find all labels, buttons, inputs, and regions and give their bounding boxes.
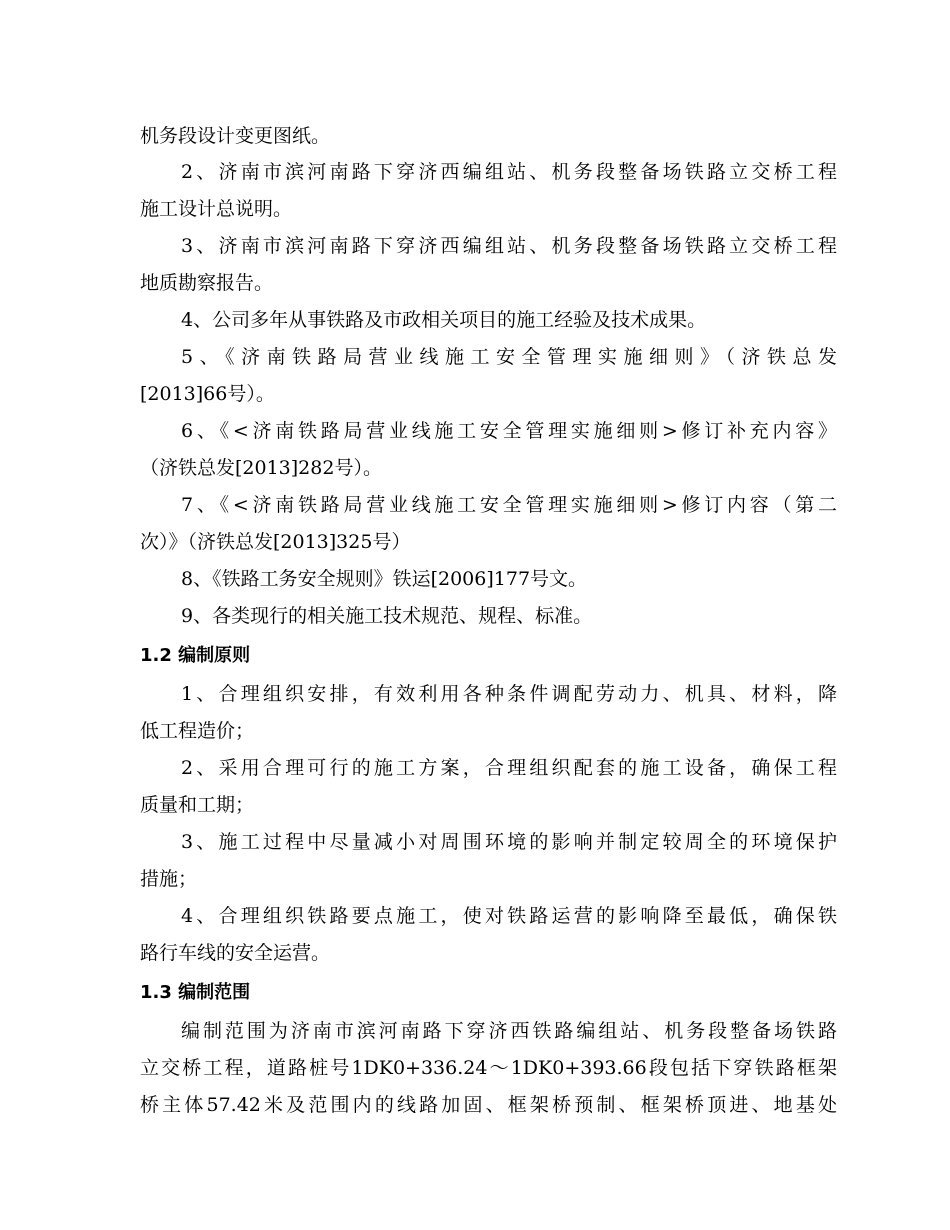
scope-line-3: 桥主体57.42米及范围内的线路加固、框架桥预制、框架桥顶进、地基处: [140, 1094, 837, 1116]
scope-line-2: 立交桥工程，道路桩号1DK0+336.24～1DK0+393.66段包括下穿铁路框架: [140, 1057, 837, 1079]
basis-item-5-line-2: [2013]66号）。: [140, 383, 275, 405]
basis-item-6-line-2: （济铁总发[2013]282号）。: [140, 457, 382, 479]
basis-item-4: 4、公司多年从事铁路及市政相关项目的施工经验及技术成果。: [181, 309, 707, 331]
principle-1-line-1: 1、合理组织安排，有效利用各种条件调配劳动力、机具、材料，降: [181, 683, 837, 705]
principle-1-line-2: 低工程造价；: [140, 720, 255, 742]
basis-item-3-line-2: 地质勘察报告。: [140, 272, 274, 294]
principle-4-line-2: 路行车线的安全运营。: [140, 942, 331, 964]
basis-item-7-line-2: 次）》（济铁总发[2013]325号）: [140, 531, 411, 553]
basis-item-2-line-2: 施工设计总说明。: [140, 198, 293, 220]
basis-item-8: 8、《铁路工务安全规则》铁运[2006]177号文。: [181, 568, 588, 590]
principle-3-line-1: 3、施工过程中尽量减小对周围环境的影响并制定较周全的环境保护: [181, 831, 837, 853]
section-heading-1-3: 1.3 编制范围: [140, 982, 251, 1003]
principle-2-line-2: 质量和工期；: [140, 794, 255, 816]
principle-2-line-1: 2、采用合理可行的施工方案，合理组织配套的施工设备，确保工程: [181, 757, 837, 779]
basis-item-7-line-1: 7、《<济南铁路局营业线施工安全管理实施细则>修订内容（第二: [181, 494, 837, 516]
principle-3-line-2: 措施；: [140, 868, 198, 890]
basis-item-9: 9、各类现行的相关施工技术规范、规程、标准。: [181, 605, 593, 627]
basis-item-5-line-1: 5、《济南铁路局营业线施工安全管理实施细则》（济铁总发: [181, 346, 837, 368]
basis-item-3-line-1: 3、济南市滨河南路下穿济西编组站、机务段整备场铁路立交桥工程: [181, 235, 837, 257]
scope-line-1: 编制范围为济南市滨河南路下穿济西铁路编组站、机务段整备场铁路: [181, 1020, 837, 1042]
paragraph-continuation: 机务段设计变更图纸。: [140, 125, 331, 147]
principle-4-line-1: 4、合理组织铁路要点施工，使对铁路运营的影响降至最低，确保铁: [181, 905, 837, 927]
section-heading-1-2: 1.2 编制原则: [140, 645, 251, 666]
basis-item-6-line-1: 6、《<济南铁路局营业线施工安全管理实施细则>修订补充内容》: [181, 420, 837, 442]
basis-item-2-line-1: 2、济南市滨河南路下穿济西编组站、机务段整备场铁路立交桥工程: [181, 161, 837, 183]
